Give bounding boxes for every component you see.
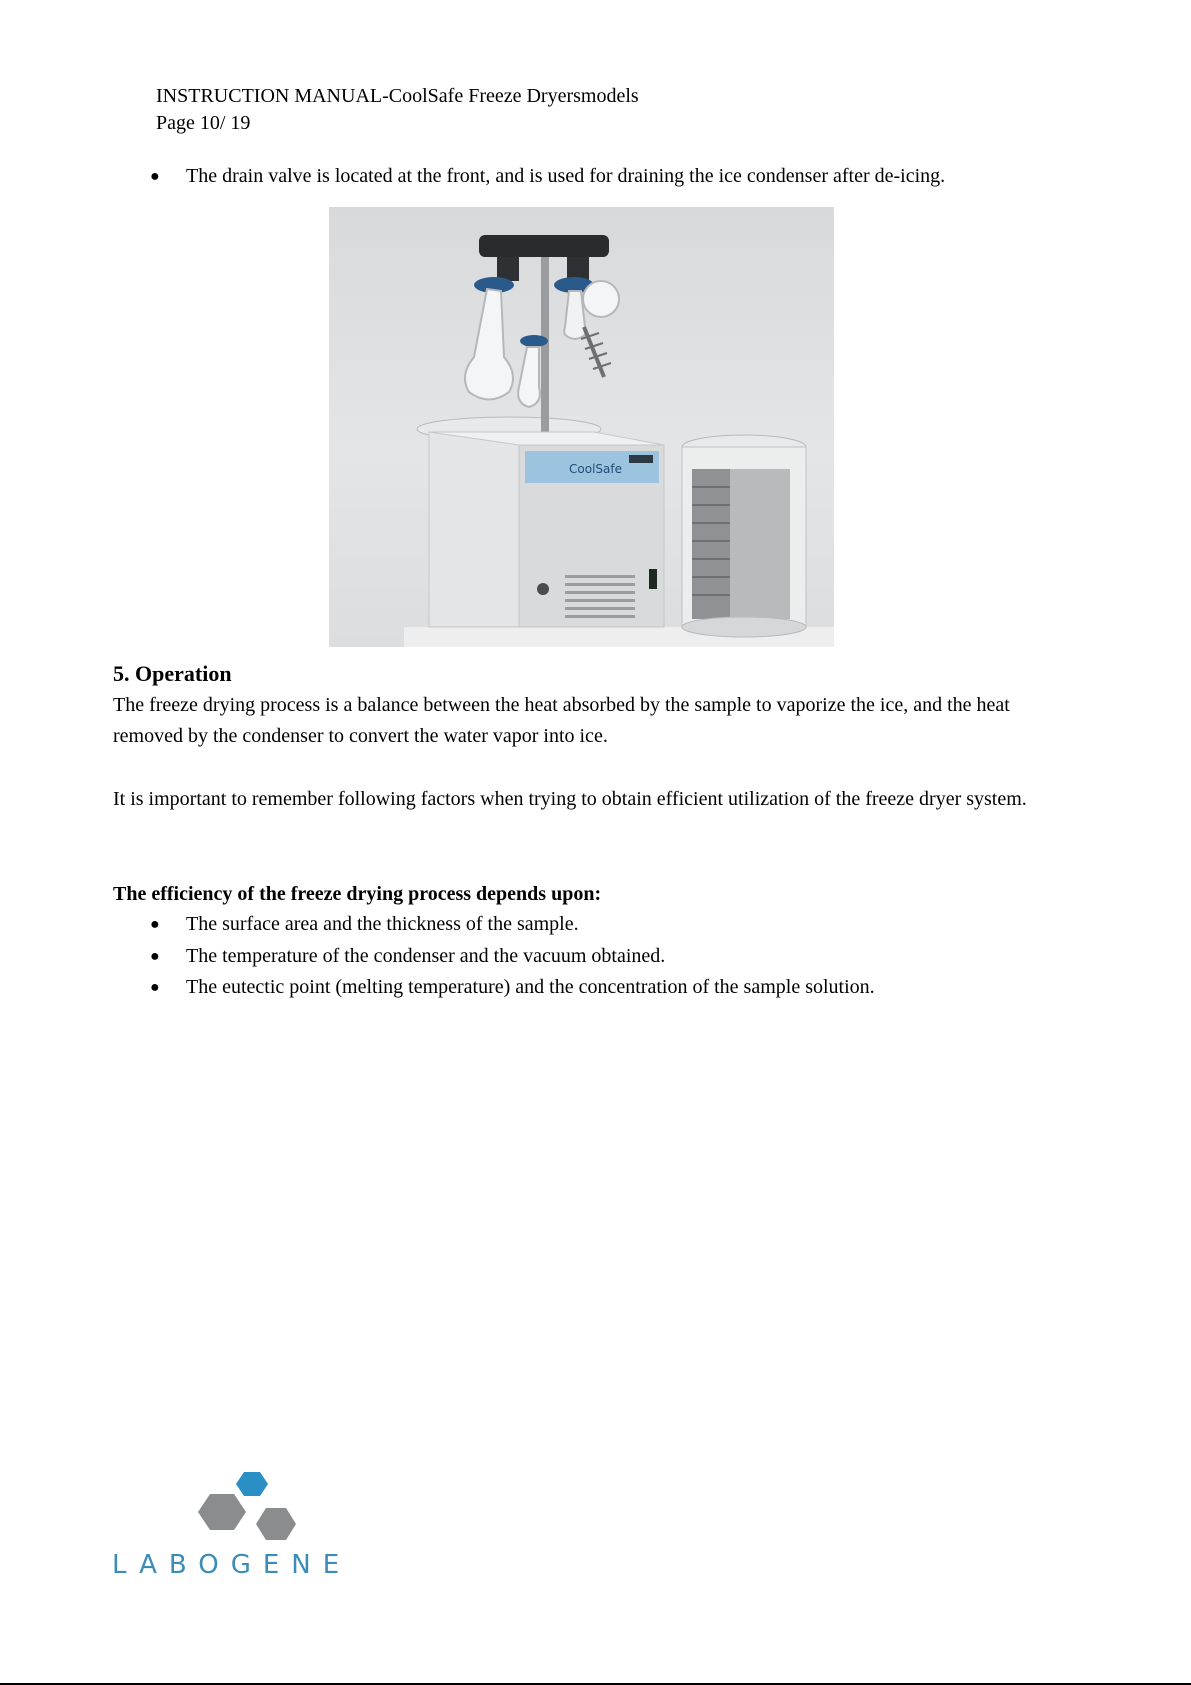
bullet-icon: ● — [150, 979, 160, 996]
efficiency-heading: The efficiency of the freeze drying process depends upon: — [113, 883, 602, 905]
list-item — [150, 164, 945, 189]
operation-paragraph: The freeze drying process is a balance between the heat absorbed by the sample to vaporize the ice, and the heat removed by the condenser to convert the water vapor into ice. — [113, 694, 1010, 747]
list-item — [150, 944, 665, 969]
logo-text: LABOGENE — [112, 1550, 352, 1580]
bullet-icon: ● — [150, 916, 160, 933]
list-item-text: The surface area and the thickness of the sample. — [186, 913, 579, 935]
bullet-icon: ● — [150, 948, 160, 965]
freeze-dryer-photo — [329, 207, 834, 647]
list-item-text: The temperature of the condenser and the vacuum obtained. — [186, 945, 666, 967]
freeze-dryer-icon — [329, 207, 834, 647]
list-item-text: The drain valve is located at the front, and is used for draining the ice condenser after de-icing. — [186, 165, 946, 187]
list-item — [150, 975, 875, 1000]
bullet-icon: ● — [150, 168, 160, 185]
svg-text:CoolSafe: CoolSafe — [569, 462, 622, 476]
manual-title: INSTRUCTION MANUAL-CoolSafe Freeze Dryersmodels — [156, 85, 639, 107]
list-item — [150, 912, 579, 937]
page-number: Page 10/ 19 — [156, 112, 251, 134]
section-heading: 5. Operation — [113, 661, 232, 686]
list-item-text: The eutectic point (melting temperature) and the concentration of the sample solution. — [186, 976, 875, 998]
factors-paragraph: It is important to remember following factors when trying to obtain efficient utilization of the freeze dryer system. — [113, 788, 1027, 810]
labogene-logo — [110, 1468, 410, 1588]
